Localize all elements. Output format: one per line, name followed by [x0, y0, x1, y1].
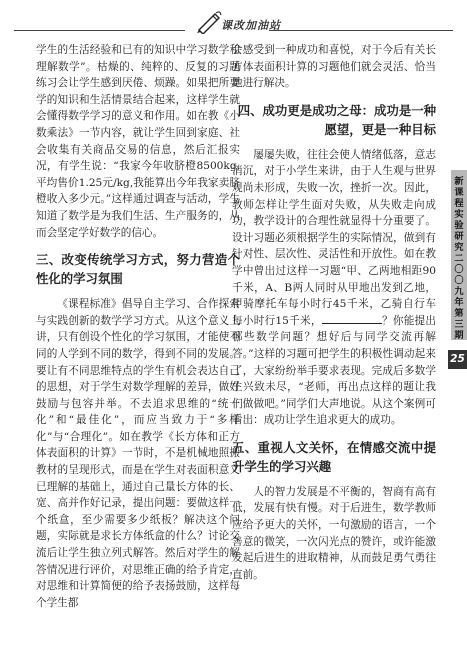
left-paragraph-1: 学生的生活经验和已有的知识中学习数学和理解数学”。枯燥的、纯粹的、反复的习题练习会让学生感到厌倦、烦躁。如果把所要学的知识和生活情景结合起来，这样学生就会懂得数学学习的意义和作用。如在教《小数乘法》一节内容，就让学生回到家庭、社会收集有关商品交易的信息，然后汇报实况，有学生说：“我家今年收脐橙8500kg,平均售价1.25元/kg,我能算出今年我家卖脐橙收入多少元。”这样通过调查与活动，学生知道了数学是为我们生活、生产服务的，从而会坚定学好数学的信心。 — [36, 44, 240, 239]
right-paragraph-3: 人的智力发展是不平衡的，智商有高有低，发展有快有慢。对于后进生，数学教师应给予更大的关怀，一句激励的语言，一个善意的微笑，一次闪光点的赞许，或许能激发起后进生的进取精神，从而鼓足勇气勇往直前。 — [232, 485, 436, 581]
right-paragraph-2-text: 屡屡失败，往往会使人情绪低落，意志消沉，对于小学生来讲，由于人生观与世界观尚未形成，失败一次，挫折一次。因此，教师怎样让学生面对失败，从失败走向成功，教学设计的合理性就显得十分重要了。设计习题必须根据学生的实际情况，做到有针对性、层次性、灵活性和开放性。如在教学中曾出过这样一习题“甲、乙两地相距90千米，A、B两人同时从甲地出发到乙地，甲骑摩托车每小时行45千米，乙骑自行车每小时行15千米， — [232, 148, 436, 327]
section-heading-4: 四、成功更是成功之母：成功是一种愿望，更是一种目标 — [237, 102, 436, 137]
left-column — [36, 42, 240, 611]
page-header — [0, 0, 467, 42]
right-paragraph-2 — [232, 147, 436, 429]
answer-blank — [322, 313, 382, 324]
right-paragraph-1: 会感受到一种成功和喜悦，对于今后有关长方体表面积计算的习题他们就会灵活、恰当地进行解决。 — [232, 44, 436, 90]
right-column — [232, 42, 436, 583]
section-heading-3: 三、改变传统学习方式，努力营造个性化的学习氛围 — [36, 252, 240, 287]
section-heading-5: 五、重视人文关怀，在情感交流中提升学生的学习兴趣 — [232, 439, 436, 474]
left-paragraph-2: 《课程标准》倡导自主学习、合作探索与实践创新的数学学习方式。从这个意义上讲，只有创设个性化的学习氛围，才能使不同的人学到不同的数学，得到不同的发展。要让有不同思维特点的学生有机会表达自己的思想，对于学生对数学理解的差异，做好鼓励与包容并举。不去追求思维的“统一化”和“最佳化”，而应当致力于“多样化”与“合理化”。如在教学《长方体和正方体表面积的计算》一节时，不是机械地照搬教材的呈现形式，而是在学生对表面积意义已理解的基础上，通过自己量长方体的长、宽、高并作好记录，提出问题：要做这样一个纸盒，至少需要多少纸板？解决这个问题，实际就是求长方体纸盒的什么？讨论交流后让学生独立列式解答。然后对学生的解答情况进行评价，对思维正确的给予肯定，对思维和计算简便的给予表扬鼓励，这样每个学生都 — [36, 298, 240, 609]
journal-sidebar-text: 新课程实验研究 二〇〇九年 第三期 — [454, 176, 464, 341]
header-title: 课改加油站 — [221, 19, 281, 32]
pen-icon — [196, 10, 222, 34]
page-number: 25 — [448, 350, 467, 369]
right-paragraph-2b-text: ？你能提出哪些数学问题？想好后与同学交流再解答。”这样的习题可把学生的积极性调动起来了，大家纷纷举手要求表现。完成后多数学生兴致未尽，“老师，再出点这样的题让我们做做吧。”同学们大声地说。从这个案例可看出：成功让学生追求更大的成功。 — [232, 314, 437, 427]
